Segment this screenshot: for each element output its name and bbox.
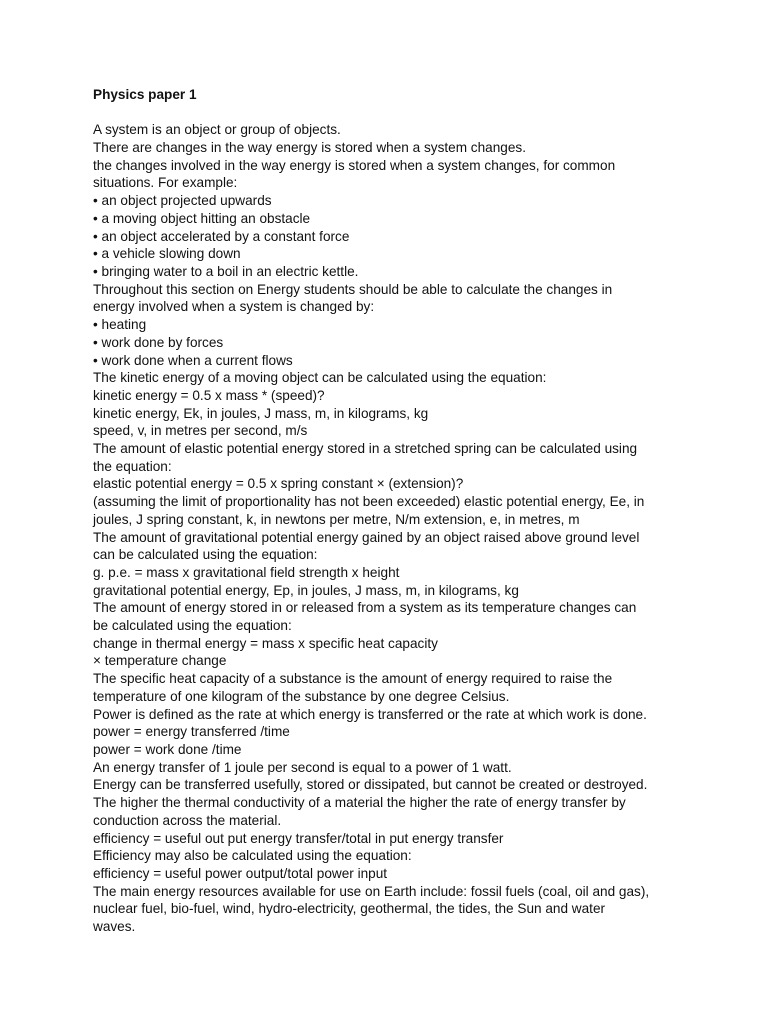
title-spacer xyxy=(93,104,683,122)
text-line: The main energy resources available for use on Earth include: fossil fuels (coal, oil and gas), xyxy=(93,883,650,899)
text-line: kinetic energy, Ek, in joules, J mass, m, in kilograms, kg xyxy=(93,405,429,421)
text-line: The amount of gravitational potential energy gained by an object raised above ground level xyxy=(93,529,640,545)
text-line: The amount of energy stored in or released from a system as its temperature changes can xyxy=(93,600,637,616)
text-line: be calculated using the equation: xyxy=(93,618,292,634)
text-line: joules, J spring constant, k, in newtons per metre, N/m extension, e, in metres, m xyxy=(93,511,580,527)
text-line: There are changes in the way energy is stored when a system changes. xyxy=(93,140,526,156)
text-line: The amount of elastic potential energy stored in a stretched spring can be calculated using xyxy=(93,441,638,457)
document-page xyxy=(93,86,683,936)
equation-line: power = work done /time xyxy=(93,741,242,757)
bullet-item: • an object projected upwards xyxy=(93,193,272,209)
text-line: The specific heat capacity of a substance is the amount of energy required to raise the xyxy=(93,671,613,687)
text-line: energy involved when a system is changed by: xyxy=(93,299,375,315)
bullet-item: • an object accelerated by a constant force xyxy=(93,228,350,244)
document-body xyxy=(93,121,683,935)
equation-line: change in thermal energy = mass x specific heat capacity xyxy=(93,635,438,651)
bullet-item: • a vehicle slowing down xyxy=(93,246,241,262)
text-line: situations. For example: xyxy=(93,175,238,191)
text-line: A system is an object or group of objects. xyxy=(93,122,341,138)
text-line: gravitational potential energy, Ep, in joules, J mass, m, in kilograms, kg xyxy=(93,582,519,598)
text-line: (assuming the limit of proportionality has not been exceeded) elastic potential energy, Ee, in xyxy=(93,494,645,510)
equation-line: kinetic energy = 0.5 x mass * (speed)? xyxy=(93,387,325,403)
text-line: can be calculated using the equation: xyxy=(93,547,318,563)
equation-line: power = energy transferred /time xyxy=(93,724,290,740)
text-line: An energy transfer of 1 joule per second is equal to a power of 1 watt. xyxy=(93,759,512,775)
equation-line: × temperature change xyxy=(93,653,227,669)
text-line: The kinetic energy of a moving object can be calculated using the equation: xyxy=(93,370,547,386)
bullet-item: • heating xyxy=(93,317,147,333)
bullet-item: • work done when a current flows xyxy=(93,352,293,368)
equation-line: efficiency = useful power output/total power input xyxy=(93,865,388,881)
bullet-item: • a moving object hitting an obstacle xyxy=(93,210,311,226)
text-line: waves. xyxy=(93,919,136,935)
bullet-item: • bringing water to a boil in an electric kettle. xyxy=(93,264,359,279)
bullet-item: • work done by forces xyxy=(93,334,224,350)
text-line: conduction across the material. xyxy=(93,812,282,828)
document-title: Physics paper 1 xyxy=(93,87,197,102)
text-line: the equation: xyxy=(93,458,172,474)
equation-line: elastic potential energy = 0.5 x spring constant × (extension)? xyxy=(93,476,464,492)
text-line: nuclear fuel, bio-fuel, wind, hydro-electricity, geothermal, the tides, the Sun and water xyxy=(93,901,606,917)
text-line: The higher the thermal conductivity of a material the higher the rate of energy transfer by xyxy=(93,795,626,811)
text-line: speed, v, in metres per second, m/s xyxy=(93,423,308,439)
text-line: temperature of one kilogram of the substance by one degree Celsius. xyxy=(93,688,510,704)
text-line: Efficiency may also be calculated using the equation: xyxy=(93,848,412,864)
equation-line: g. p.e. = mass x gravitational field strength x height xyxy=(93,564,400,580)
text-line: Power is defined as the rate at which energy is transferred or the rate at which work is done. xyxy=(93,706,647,722)
equation-line: efficiency = useful out put energy transfer/total in put energy transfer xyxy=(93,830,504,846)
text-line: Energy can be transferred usefully, stored or dissipated, but cannot be created or destroyed. xyxy=(93,777,648,793)
text-line: Throughout this section on Energy students should be able to calculate the changes in xyxy=(93,281,613,297)
text-line: the changes involved in the way energy is stored when a system changes, for common xyxy=(93,157,616,173)
